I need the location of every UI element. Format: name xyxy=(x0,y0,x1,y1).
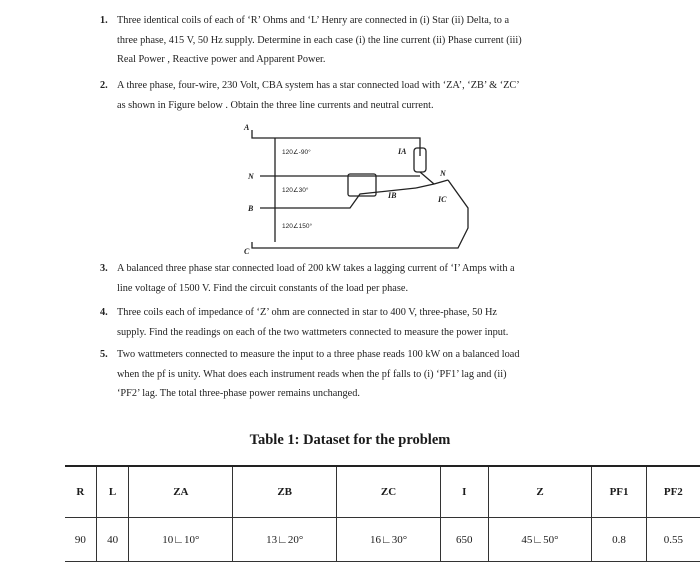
line-a-wire xyxy=(252,130,420,156)
dataset-table xyxy=(65,465,700,562)
header-cell: PF1 xyxy=(592,466,646,518)
question-text-line: supply. Find the readings on each of the two wattmeters connected to measure the power input. xyxy=(117,326,509,338)
question-text-line: A three phase, four-wire, 230 Volt, CBA system has a star connected load with ‘ZA’, ‘ZB’ & ‘ZC’ xyxy=(117,80,520,91)
table-header-row xyxy=(65,466,700,518)
current-label-b: IB xyxy=(388,191,397,200)
question-number: 4. xyxy=(100,307,108,318)
question-text-line: A balanced three phase star connected load of 200 kW takes a lagging current of ‘I’ Amps with a xyxy=(117,263,515,274)
question-text-line: line voltage of 1500 V. Find the circuit constants of the load per phase. xyxy=(117,282,409,294)
question-text-line: Three coils each of impedance of ‘Z’ ohm are connected in star to 400 V, three-phase, 50 Hz xyxy=(117,307,497,318)
header-cell: ZB xyxy=(233,466,337,518)
question-text-line: three phase, 415 V, 50 Hz supply. Determine in each case (i) the line current (ii) Phase current (iii) xyxy=(117,34,522,46)
node-label-a: A xyxy=(244,123,250,132)
question-text-line: Two wattmeters connected to measure the input to a three phase reads 100 kW on a balanced load xyxy=(117,349,520,360)
table-cell: 0.55 xyxy=(646,518,700,562)
header-cell: ZC xyxy=(337,466,441,518)
question-number: 3. xyxy=(100,263,108,274)
question-text-line: ‘PF2’ lag. The total three-phase power remains unchanged. xyxy=(117,388,360,399)
question-number: 5. xyxy=(100,349,108,360)
question-text-line: as shown in Figure below . Obtain the three line currents and neutral current. xyxy=(117,99,434,111)
header-cell: Z xyxy=(488,466,592,518)
node-label-c: C xyxy=(244,247,250,256)
question-number: 2. xyxy=(100,80,108,91)
question-text-line: Three identical coils of each of ‘R’ Ohms and ‘L’ Henry are connected in (i) Star (ii) Delta, to a xyxy=(117,15,510,26)
current-label-c: IC xyxy=(438,195,447,204)
voltage-label-a: 120∠-90° xyxy=(282,149,311,156)
question-text-line: when the pf is unity. What does each instrument reads when the pf falls to (i) ‘PF1’ lag and (ii) xyxy=(117,368,507,380)
current-label-a: IA xyxy=(398,147,407,156)
table-cell: 13∟20° xyxy=(233,518,337,562)
table-cell: 0.8 xyxy=(592,518,646,562)
table-cell: 40 xyxy=(96,518,129,562)
node-label-b: B xyxy=(248,204,254,213)
neutral-label-load: N xyxy=(440,169,446,178)
table-title: Table 1: Dataset for the problem xyxy=(249,432,451,448)
header-cell: PF2 xyxy=(646,466,700,518)
header-cell: L xyxy=(96,466,129,518)
circuit-figure xyxy=(230,116,490,258)
table-cell: 45∟50° xyxy=(488,518,592,562)
table-cell: 16∟30° xyxy=(337,518,441,562)
question-text-line: Real Power , Reactive power and Apparent Power. xyxy=(117,54,326,65)
question-number: 1. xyxy=(100,15,108,26)
table-row xyxy=(65,518,700,562)
header-cell: I xyxy=(440,466,488,518)
node-label-n: N xyxy=(248,172,254,181)
header-cell: ZA xyxy=(129,466,233,518)
voltage-label-b: 120∠30° xyxy=(282,187,309,194)
table-cell: 10∟10° xyxy=(129,518,233,562)
table-cell: 650 xyxy=(440,518,488,562)
voltage-label-c: 120∠150° xyxy=(282,223,313,230)
header-cell: R xyxy=(65,466,96,518)
table-cell: 90 xyxy=(65,518,96,562)
